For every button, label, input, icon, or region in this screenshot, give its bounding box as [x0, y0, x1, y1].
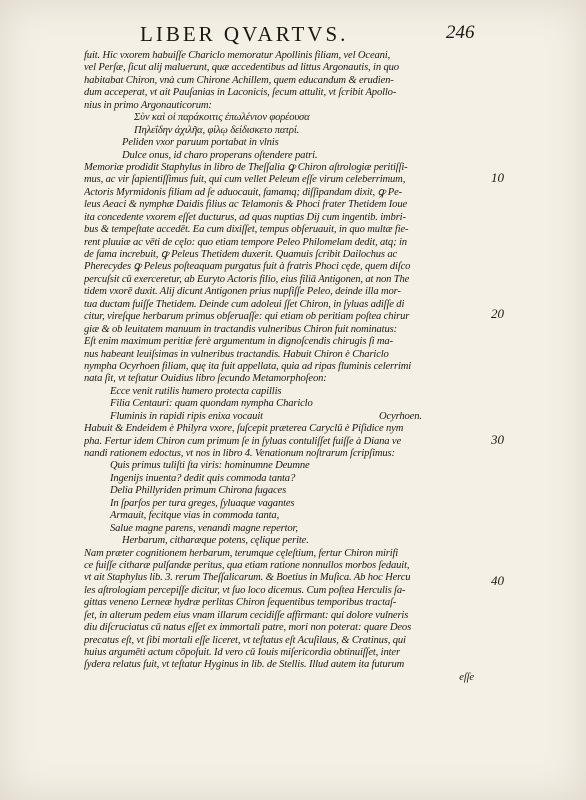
text-line: Actoris Myrmidonis filiam ad ſe aduocauit, famamq; diſſipandam dixit, ꝙ Pe- — [84, 186, 403, 198]
body-text — [84, 50, 482, 684]
verse-line: Armauit, fecitque vias in commoda tanta, — [110, 510, 280, 522]
verse-line: Dulce onus, id charo properans oſtendere patri. — [122, 149, 318, 161]
catchword: eſſe — [459, 671, 474, 683]
text-line: nius in primo Argonauticorum: — [84, 99, 212, 111]
text-line: ce fuiſſe citharæ pulſandæ peritus, qua etiam ratione nonnullos morbos ſedauit, — [84, 559, 410, 571]
text-line: giæ & ob leuitatem manuum in tractandis vulneribus Chiron fuit nominatus: — [84, 323, 397, 335]
text-line: vel Perſæ, ſicut alij maluerunt, quæ accedentibus ad littus Argonautis, in quo — [84, 62, 399, 74]
text-line: habitabat Chiron, vnà cum Chirone Achillem, quem educandum & erudien- — [84, 74, 394, 86]
text-line: percuſsit cū exerceretur, ab Euryto Actoris filio, eius filiā Antigonen, at non The — [84, 273, 410, 285]
margin-line-number: 10 — [491, 170, 504, 185]
verse-line: Ingenijs inuenta? dedit quis commoda tanta? — [110, 472, 296, 484]
text-line: pha. Fertur idem Chiron cum primum ſe in ſyluas contuliſſet fuiſſe à Diana ve — [84, 435, 402, 447]
verse-line-text: Fluminis in rapidi ripis enixa vocauit — [110, 410, 263, 422]
verse-line: In ſparſos per tura greges, ſyluaque vagantes — [110, 497, 295, 509]
margin-line-number: 30 — [491, 432, 504, 447]
running-title: LIBER QVARTVS. — [140, 22, 349, 46]
text-line: mus, ac vir ſapientiſſimus fuit, qui cum vellet Peleum eſſe virum celeberrimum, — [84, 174, 406, 186]
text-line: nandi rationem edoctus, vt nos in libro 4. Venationum noſtrarum ſcripſimus: — [84, 448, 395, 459]
text-line: huius argumēti actum cōpoſuit. Id vero cū Iouis miſericordia obtinuiſſet, inter — [84, 647, 400, 658]
page-number: 246 — [446, 22, 475, 43]
verse-line: Quis primus tuliſti ſta viris: hominumne Deumne — [110, 460, 310, 472]
text-line: gittas veneno Lerneæ hydræ perlitas Chiron ſequentibus temporibus tractaſ- — [84, 597, 397, 609]
verse-line: Filia Centauri: quam quondam nympha Chariclo — [110, 398, 313, 410]
verse-line: Peliden vxor paruum portabat in vlnis — [122, 137, 279, 149]
verse-line-end: Ocyrhoen. — [379, 410, 422, 422]
text-line: tidem vxorē duxit. Alij dicunt Antigonen prius nupſiſſe Peleo, deinde illa mor- — [84, 286, 401, 298]
text-line: dum acceperat, vt ait Pauſanias in Laconicis, ſecum attulit, vt ſcribit Apollo- — [84, 87, 397, 99]
verse-line — [84, 411, 482, 423]
text-line: Habuit & Endeidem è Philyra vxore, ſuſcepit præterea Caryclū è Piſidice nym — [84, 423, 404, 435]
verse-line: Delia Phillyriden primum Chirona fugaces — [110, 485, 287, 497]
verse-line: Herbarum, citharæque potens, cęlique perite. — [122, 535, 309, 547]
margin-line-number: 20 — [491, 306, 504, 321]
text-line: bus & tempeſtate accedēt. Ea cum dixiſſet, tempus obſeruauit, in quo multæ fie- — [84, 224, 409, 236]
text-line: leus Aeaci & nymphæ Daidis filius ac Telamonis & Phoci frater Thetidem Ioue — [84, 199, 408, 211]
page-header — [0, 22, 586, 46]
text-line: citur, vireſque herbarum primus obſeruaſſe: qui etiam ob peritiam poſtea chirur — [84, 311, 410, 323]
text-line: diu diſcruciatus cū natus eſſet ex immortali patre, mori non poterat: quare Deos — [84, 622, 412, 634]
margin-line-number: 40 — [491, 573, 504, 588]
text-line: Eſt enim maximum peritiæ ferè argumentum in dignoſcendis chirugis ſi ma- — [84, 336, 393, 348]
text-line: fuit. Hic vxorem habuiſſe Chariclo memoratur Apollinis filiam, vel Oceani, — [84, 50, 391, 61]
greek-verse-line: Σὺν καὶ οἱ παράκοιτις ἐπωλένιον φορέουσα — [134, 112, 310, 124]
text-line: Memoriæ prodidit Staphylus in libro de Theſſalia ꝙ Chiron aſtrologiæ peritiſſi- — [84, 161, 408, 173]
verse-line: Ecce venit rutilis humero protecta capillis — [110, 385, 282, 397]
text-line: ſydera relatus fuit, vt teſtatur Hyginus in lib. de Stellis. Illud autem ita futurum — [84, 659, 405, 671]
text-line: nus habeant leuiſsimas in vulneribus tractandis. Habuit Chiron è Chariclo — [84, 348, 389, 360]
text-line: tua ductam fuiſſe Thetidem. Deinde cum adoleui ſſet Chiron, in ſyluas adiſſe di — [84, 298, 405, 310]
text-line: de fama increbuit, ꝙ Peleus Thetidem duxerit. Quamuis ſcribit Dailochus ac — [84, 249, 398, 260]
text-line: nympha Ocyrhoen filiam, quę ita fuit appellata, quia ad ripas fluminis celerrimi — [84, 360, 412, 372]
text-line: les aſtrologiam percepiſſe dicitur, vt ſuo loco dicemus. Cum poſtea Herculis ſa- — [84, 584, 406, 596]
text-line: Pherecydes ꝙ Peleus poſteaquam purgatus fuit à fratris Phoci cęde, quem diſco — [84, 261, 411, 273]
text-line: vt ait Staphylus lib. 3. rerum Theſſalicarum. & Boetius in Muſica. Ab hoc Hercu — [84, 572, 411, 584]
text-line: ita concedente vxorem eſſet ducturus, ad quas nuptias Dij cum ingentib. imbri- — [84, 211, 406, 223]
text-line: precatus eſt, vt ſibi mortali eſſe liceret, vt teſtatus eſt Acuſilaus, & Cratinus, qui — [84, 634, 406, 646]
verse-line: Salue magne parens, venandi magne repertor, — [110, 522, 298, 534]
greek-verse-line: Πηλεΐδην ἀχιλῆα, φίλῳ δείδισκετο πατρί. — [134, 124, 300, 136]
text-line: ſet, in alterum pedem eius vnam illarum cecidiſſe affirmant: qui dolore vulneris — [84, 609, 409, 621]
text-line: nata ſit, vt teſtatur Ouidius libro ſecundo Metamorphoſeon: — [84, 373, 327, 385]
text-line: rent pluuiæ ac vēti de cęlo: quo etiam tempore Peleo Philomelam dedit, atq; in — [84, 236, 407, 248]
text-line: Nam præter cognitionem herbarum, terumque cęleſtium, fertur Chiron mirifi — [84, 547, 399, 559]
